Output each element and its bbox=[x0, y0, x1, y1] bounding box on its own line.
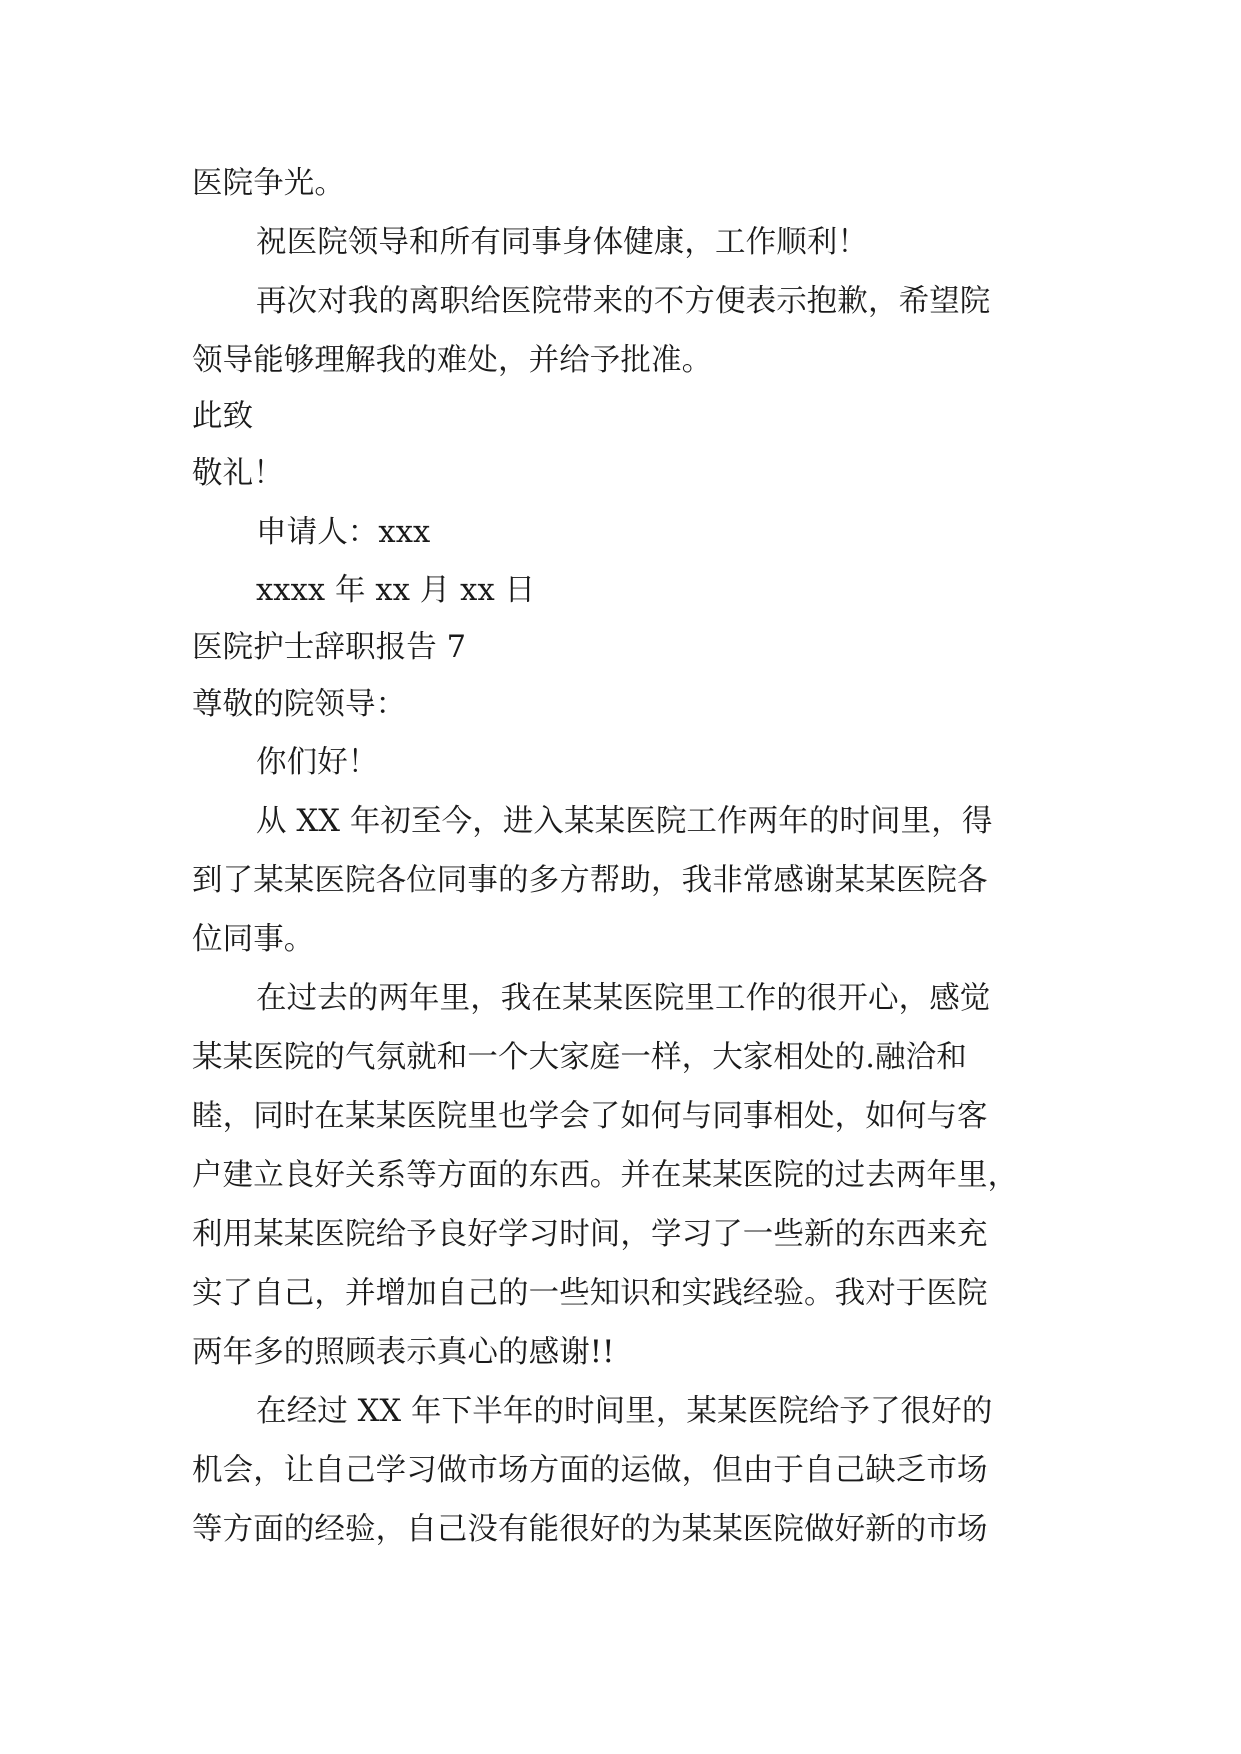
text-line: 医院争光。 bbox=[192, 166, 345, 201]
closing-regards: 敬礼！ bbox=[192, 456, 284, 491]
applicant-signature: 申请人：xxx bbox=[256, 515, 431, 550]
text-line: 在经过 XX 年下半年的时间里，某某医院给予了很好的 bbox=[256, 1394, 993, 1429]
text-line: 再次对我的离职给医院带来的不方便表示抱歉，希望院 bbox=[256, 284, 991, 319]
text-line: 从 XX 年初至今，进入某某医院工作两年的时间里，得 bbox=[256, 804, 993, 839]
closing-salutation: 此致 bbox=[192, 399, 254, 434]
text-line: 某某医院的气氛就和一个大家庭一样，大家相处的.融洽和 bbox=[192, 1040, 967, 1075]
text-line: 在过去的两年里，我在某某医院里工作的很开心，感觉 bbox=[256, 981, 991, 1016]
text-line: 领导能够理解我的难处，并给予批准。 bbox=[192, 343, 713, 378]
text-line: 祝医院领导和所有同事身体健康，工作顺利！ bbox=[256, 225, 868, 260]
text-line: 睦，同时在某某医院里也学会了如何与同事相处，如何与客 bbox=[192, 1099, 988, 1134]
text-line: 利用某某医院给予良好学习时间，学习了一些新的东西来充 bbox=[192, 1217, 988, 1252]
text-line: 位同事。 bbox=[192, 922, 315, 957]
text-line: 机会，让自己学习做市场方面的运做，但由于自己缺乏市场 bbox=[192, 1453, 988, 1488]
text-line: 两年多的照顾表示真心的感谢!! bbox=[192, 1335, 615, 1370]
text-line: 户建立良好关系等方面的东西。并在某某医院的过去两年里， bbox=[192, 1158, 1019, 1193]
salutation: 尊敬的院领导： bbox=[192, 687, 407, 722]
text-line: 等方面的经验，自己没有能很好的为某某医院做好新的市场 bbox=[192, 1512, 988, 1547]
text-line: 实了自己，并增加自己的一些知识和实践经验。我对于医院 bbox=[192, 1276, 988, 1311]
text-line: 到了某某医院各位同事的多方帮助，我非常感谢某某医院各 bbox=[192, 863, 988, 898]
greeting: 你们好！ bbox=[256, 745, 379, 780]
signature-date: xxxx 年 xx 月 xx 日 bbox=[256, 573, 536, 608]
section-title: 医院护士辞职报告 7 bbox=[192, 630, 467, 665]
